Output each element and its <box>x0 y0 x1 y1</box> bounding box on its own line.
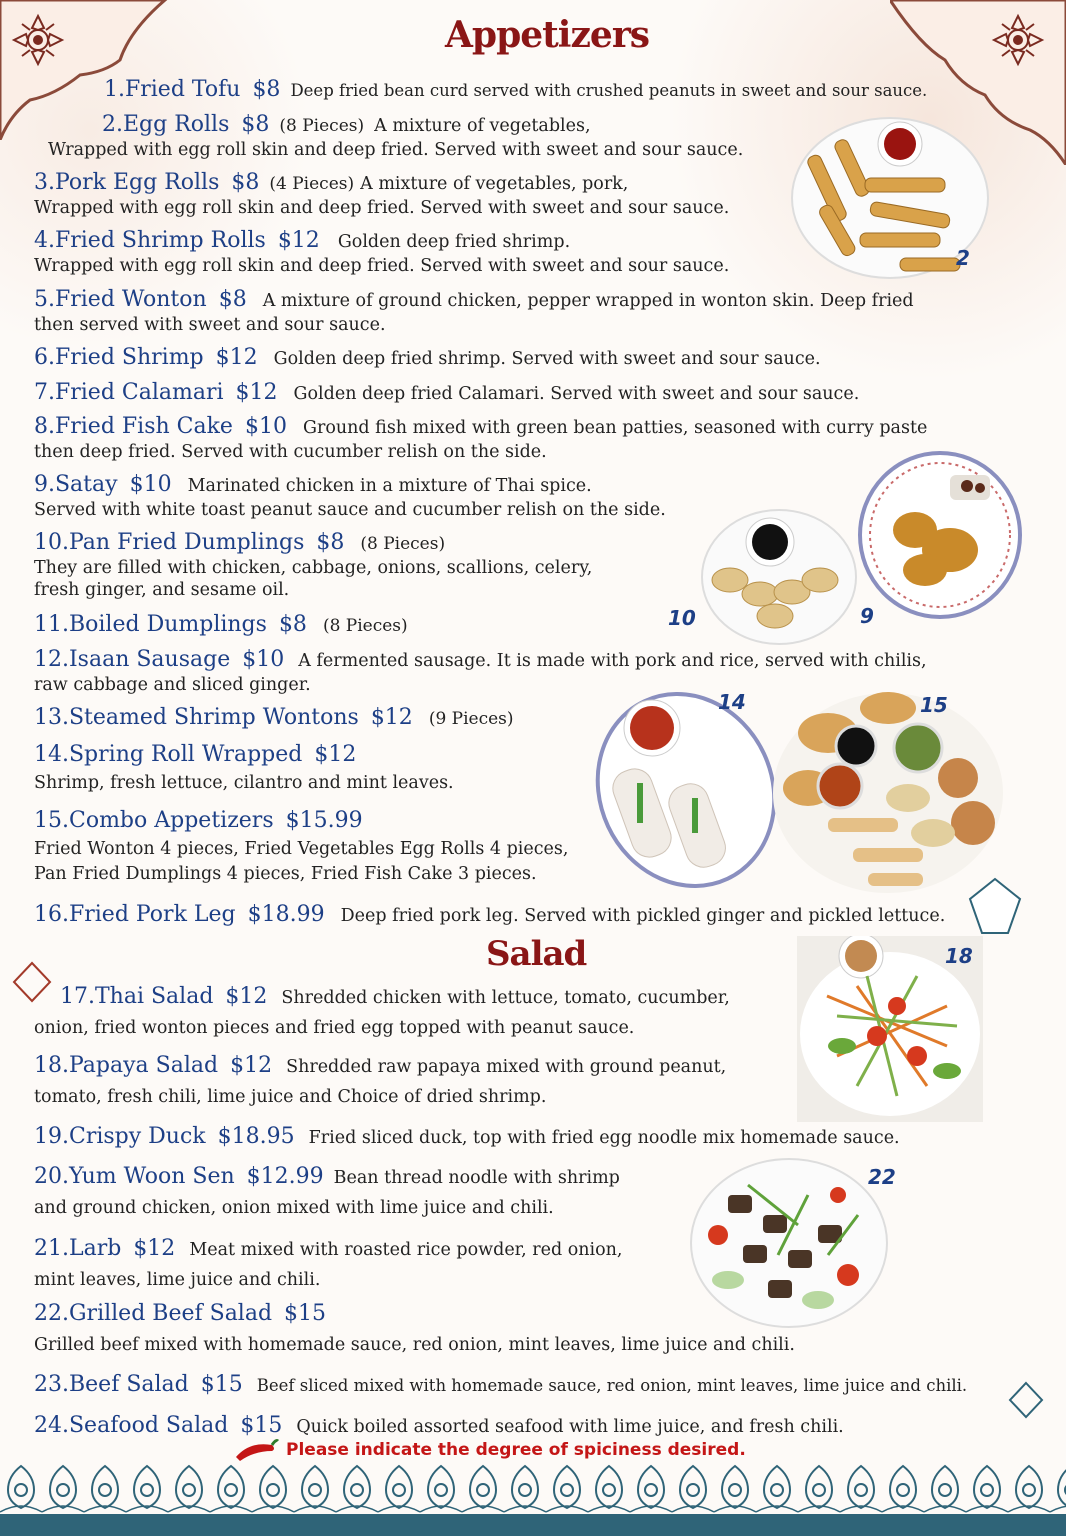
item-description: Shredded chicken with lettuce, tomato, cucumber, <box>281 988 730 1008</box>
menu-item <box>34 985 730 1038</box>
item-price: $18.95 <box>217 1124 295 1149</box>
item-description: Ground fish mixed with green bean patties, seasoned with curry paste <box>302 418 928 438</box>
item-price: $15 <box>240 1413 283 1438</box>
item-description-line2: then deep fried. Served with cucumber relish on the side. <box>34 442 547 463</box>
spring-rolls-photo <box>592 688 780 892</box>
item-description: Beef sliced mixed with homemade sauce, red onion, mint leaves, lime juice and chili. <box>256 1376 968 1395</box>
menu-item <box>34 415 927 462</box>
item-name: 24.Seafood Salad <box>34 1413 229 1438</box>
item-price: $12 <box>225 984 268 1009</box>
photo-number-label: 9 <box>860 604 874 628</box>
menu-item <box>34 1373 967 1397</box>
photo-number-label: 15 <box>920 693 948 717</box>
item-description-line2: then served with sweet and sour sauce. <box>34 315 386 336</box>
diamond-ornament-icon <box>1006 1380 1046 1420</box>
item-pieces: (8 Pieces) <box>322 616 408 636</box>
item-name: 7.Fried Calamari <box>34 380 224 405</box>
item-price: $8 <box>231 170 260 195</box>
item-price: $18.99 <box>247 902 325 927</box>
menu-item <box>104 78 927 102</box>
spice-note <box>232 1437 746 1463</box>
item-description-line3: Pan Fried Dumplings 4 pieces, Fried Fish Cake 3 pieces. <box>34 864 537 885</box>
item-description-line3: fresh ginger, and sesame oil. <box>34 580 290 601</box>
menu-item <box>34 613 408 637</box>
menu-item <box>34 706 514 730</box>
menu-item <box>34 1165 620 1218</box>
item-name: 21.Larb <box>34 1236 122 1261</box>
menu-item <box>34 743 454 793</box>
item-description-line2: Wrapped with egg roll skin and deep fried. Served with sweet and sour sauce. <box>34 198 730 219</box>
item-description-line2: and ground chicken, onion mixed with lime juice and chili. <box>34 1198 554 1219</box>
item-price: $8 <box>278 612 307 637</box>
item-price: $8 <box>218 287 247 312</box>
menu-item <box>34 1414 844 1438</box>
item-name: 22.Grilled Beef Salad <box>34 1301 273 1326</box>
item-price: $12 <box>235 380 278 405</box>
menu-item <box>34 346 821 370</box>
beef-salad-photo <box>688 1155 890 1330</box>
item-description-line2: mint leaves, lime juice and chili. <box>34 1270 321 1291</box>
item-description-line2: They are filled with chicken, cabbage, onions, scallions, celery, <box>34 558 593 579</box>
menu-item <box>48 113 743 160</box>
item-name: 6.Fried Shrimp <box>34 345 204 370</box>
chili-pepper-icon <box>232 1437 280 1463</box>
footer-border-pattern <box>0 1462 1066 1536</box>
item-price: $8 <box>316 530 345 555</box>
item-price: $12 <box>314 742 357 767</box>
menu-item <box>34 1302 795 1355</box>
item-name: 8.Fried Fish Cake <box>34 414 233 439</box>
salad-heading: Salad <box>486 934 587 974</box>
item-description: Fried sliced duck, top with fried egg noodle mix homemade sauce. <box>308 1128 900 1148</box>
item-name: 10.Pan Fried Dumplings <box>34 530 305 555</box>
combo-photo <box>768 688 1008 898</box>
item-name: 14.Spring Roll Wrapped <box>34 742 303 767</box>
item-name: 2.Egg Rolls <box>102 112 230 137</box>
menu-item <box>34 229 729 276</box>
item-description-line2: Wrapped with egg roll skin and deep fried. Served with sweet and sour sauce. <box>48 140 744 161</box>
item-name: 18.Papaya Salad <box>34 1053 219 1078</box>
item-price: $10 <box>244 414 287 439</box>
item-description: Golden deep fried Calamari. Served with sweet and sour sauce. <box>293 384 860 404</box>
item-description: Marinated chicken in a mixture of Thai spice. <box>187 476 592 496</box>
item-description-line2: tomato, fresh chili, lime juice and Choice of dried shrimp. <box>34 1087 547 1108</box>
satay-photo <box>855 450 1025 620</box>
item-name: 17.Thai Salad <box>60 984 214 1009</box>
item-price: $12 <box>277 228 320 253</box>
item-description: Bean thread noodle with shrimp <box>333 1168 620 1188</box>
photo-number-label: 14 <box>718 690 746 714</box>
item-name: 11.Boiled Dumplings <box>34 612 267 637</box>
item-name: 16.Fried Pork Leg <box>34 902 236 927</box>
item-name: 1.Fried Tofu <box>104 77 241 102</box>
dumplings-photo <box>700 508 858 646</box>
menu-item <box>34 531 592 601</box>
item-pieces: (8 Pieces) <box>279 116 365 136</box>
item-description-line2: Wrapped with egg roll skin and deep fried. Served with sweet and sour sauce. <box>34 256 730 277</box>
item-description: A fermented sausage. It is made with pork and rice, served with chilis, <box>298 651 927 671</box>
menu-item <box>34 288 914 335</box>
item-price: $15 <box>200 1372 243 1397</box>
item-description-line2: Served with white toast peanut sauce and cucumber relish on the side. <box>34 500 666 521</box>
photo-number-label: 2 <box>956 246 970 270</box>
item-description: A mixture of ground chicken, pepper wrapped in wonton skin. Deep fried <box>262 291 914 311</box>
item-price: $15.99 <box>285 808 363 833</box>
spice-note-text: Please indicate the degree of spiciness desired. <box>286 1439 746 1460</box>
item-name: 5.Fried Wonton <box>34 287 207 312</box>
item-price: $12 <box>215 345 258 370</box>
menu-item <box>34 809 568 885</box>
menu-item <box>34 381 859 405</box>
diamond-ornament-icon <box>960 875 1030 941</box>
menu-item <box>34 1237 623 1290</box>
item-pieces: (4 Pieces) <box>269 174 355 194</box>
menu-item <box>34 473 666 520</box>
item-price: $12 <box>370 705 413 730</box>
item-name: 12.Isaan Sausage <box>34 647 231 672</box>
diamond-ornament-icon <box>10 960 54 1004</box>
photo-number-label: 22 <box>868 1165 896 1189</box>
item-description: Shredded raw papaya mixed with ground peanut, <box>286 1057 727 1077</box>
photo-number-label: 18 <box>945 944 973 968</box>
item-description-line2: Shrimp, fresh lettuce, cilantro and mint leaves. <box>34 773 454 794</box>
item-description-line2: Fried Wonton 4 pieces, Fried Vegetables Egg Rolls 4 pieces, <box>34 839 569 860</box>
menu-item <box>34 171 729 218</box>
item-price: $8 <box>241 112 270 137</box>
photo-number-label: 10 <box>668 606 696 630</box>
item-description: Deep fried bean curd served with crushed peanuts in sweet and sour sauce. <box>290 81 928 100</box>
item-name: 3.Pork Egg Rolls <box>34 170 220 195</box>
item-description: Quick boiled assorted seafood with lime juice, and fresh chili. <box>296 1417 844 1437</box>
appetizers-heading: Appetizers <box>445 14 650 56</box>
item-name: 19.Crispy Duck <box>34 1124 206 1149</box>
item-pieces: (9 Pieces) <box>428 709 514 729</box>
item-price: $8 <box>252 77 281 102</box>
menu-item <box>34 903 945 927</box>
item-price: $15 <box>284 1301 327 1326</box>
item-price: $10 <box>242 647 285 672</box>
item-description: A mixture of vegetables, <box>374 116 591 136</box>
item-name: 9.Satay <box>34 472 118 497</box>
menu-item <box>34 1125 900 1149</box>
item-pieces: (8 Pieces) <box>360 534 446 554</box>
item-price: $12.99 <box>246 1164 324 1189</box>
menu-item <box>34 1054 726 1107</box>
item-name: 4.Fried Shrimp Rolls <box>34 228 266 253</box>
item-name: 23.Beef Salad <box>34 1372 189 1397</box>
item-description: Golden deep fried shrimp. <box>337 232 571 252</box>
item-price: $10 <box>129 472 172 497</box>
item-description: A mixture of vegetables, pork, <box>360 174 629 194</box>
item-description: Deep fried pork leg. Served with pickled ginger and pickled lettuce. <box>340 906 946 926</box>
item-name: 20.Yum Woon Sen <box>34 1164 235 1189</box>
item-price: $12 <box>230 1053 273 1078</box>
item-description: Meat mixed with roasted rice powder, red onion, <box>189 1240 623 1260</box>
item-name: 13.Steamed Shrimp Wontons <box>34 705 359 730</box>
item-price: $12 <box>133 1236 176 1261</box>
item-name: 15.Combo Appetizers <box>34 808 274 833</box>
item-description-line2: onion, fried wonton pieces and fried egg topped with peanut sauce. <box>34 1018 635 1039</box>
item-description: Golden deep fried shrimp. Served with sweet and sour sauce. <box>273 349 821 369</box>
item-description-line2: raw cabbage and sliced ginger. <box>34 675 311 696</box>
item-description-line2: Grilled beef mixed with homemade sauce, red onion, mint leaves, lime juice and chili. <box>34 1335 795 1356</box>
